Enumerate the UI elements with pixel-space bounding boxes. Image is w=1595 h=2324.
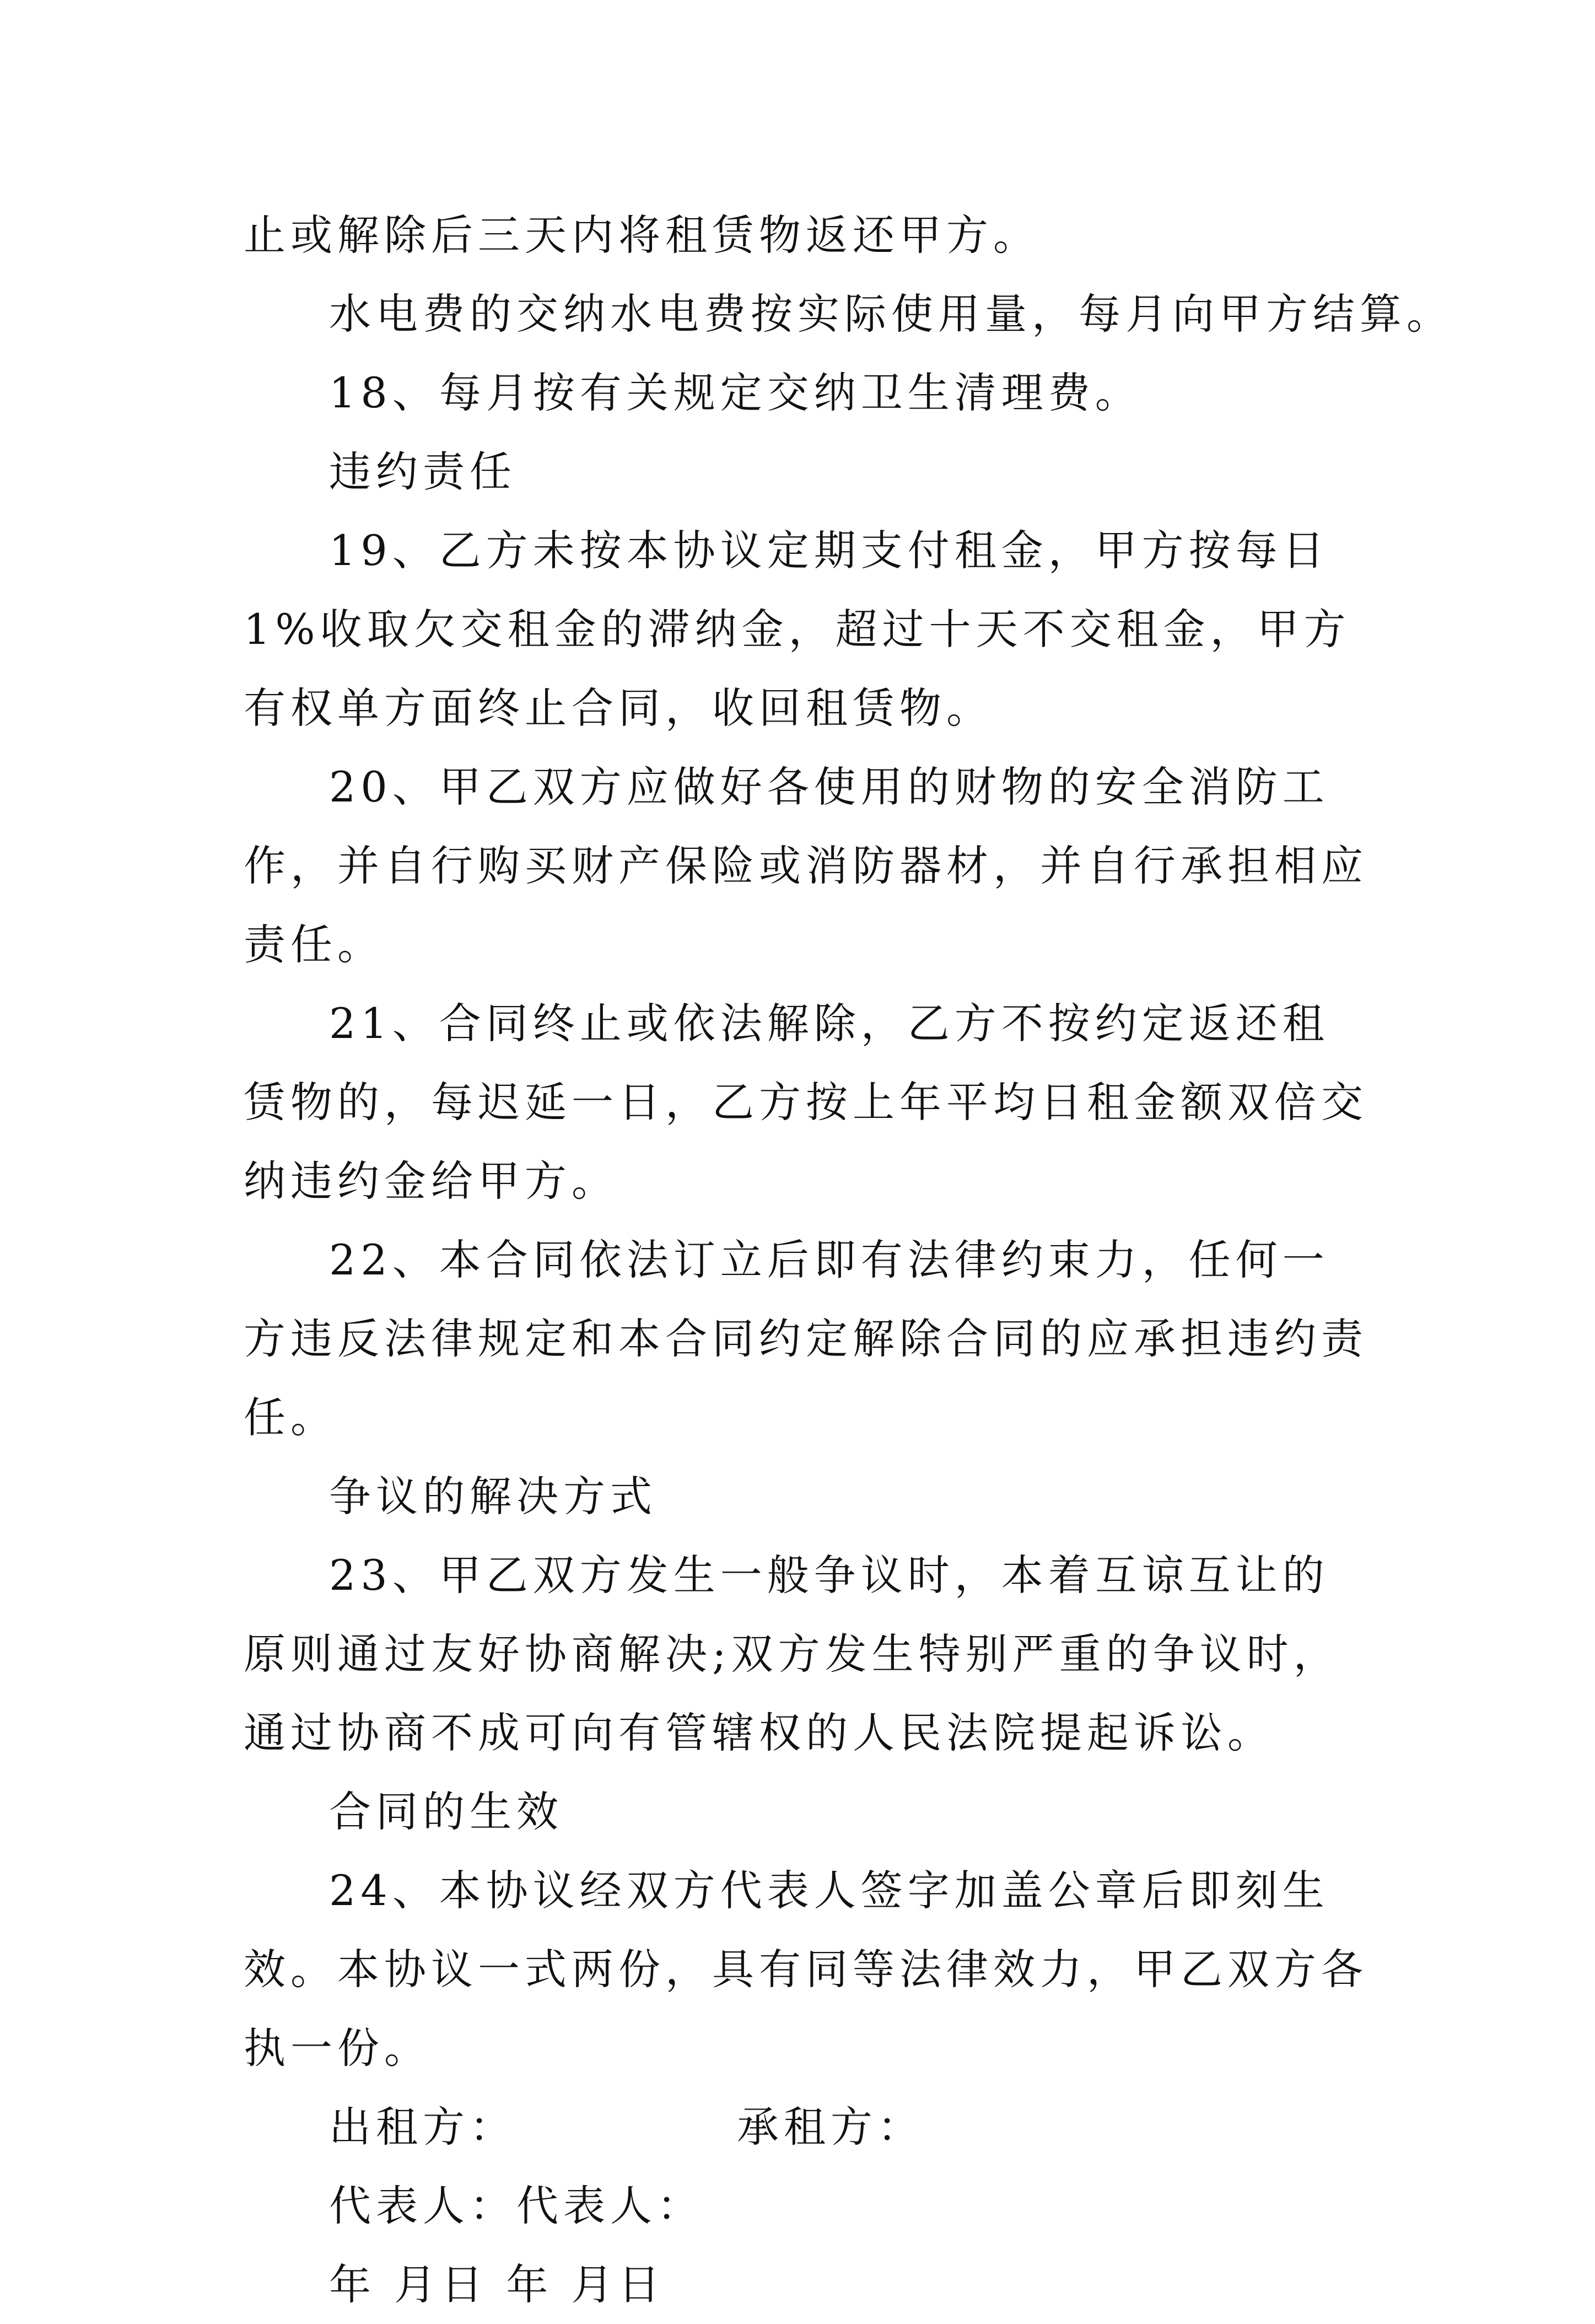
paragraph-clause-20: 20、甲乙双方应做好各使用的财物的安全消防工作，并自行购买财产保险或消防器材，并自行承担相应责任。 (244, 762, 1368, 969)
paragraph-utilities: 水电费的交纳水电费按实际使用量，每月向甲方结算。 (329, 289, 1453, 338)
section-heading-breach: 违约责任 (329, 447, 516, 496)
paragraph-clause-23: 23、甲乙双方发生一般争议时，本着互谅互让的原则通过友好协商解决;双方发生特别严重的争议时，通过协商不成可向有管辖权的人民法院提起诉讼。 (244, 1551, 1340, 1757)
paragraph-clause-22: 22、本合同依法订立后即有法律约束力，任何一方违反法律规定和本合同约定解除合同的应承担违约责任。 (244, 1235, 1368, 1442)
paragraph-clause-24: 24、本协议经双方代表人签字加盖公章后即刻生效。本协议一式两份，具有同等法律效力，甲乙双方各执一份。 (244, 1866, 1368, 2073)
lessor-label: 出租方： (329, 2102, 516, 2151)
paragraph-return-clause: 止或解除后三天内将租赁物返还甲方。 (244, 211, 1040, 260)
paragraph-clause-21: 21、合同终止或依法解除，乙方不按约定返还租赁物的，每迟延一日，乙方按上年平均日租金额双倍交纳违约金给甲方。 (244, 999, 1368, 1206)
paragraph-clause-19: 19、乙方未按本协议定期支付租金，甲方按每日1%收取欠交租金的滞纳金，超过十天不交租金，甲方有权单方面终止合同，收回租赁物。 (244, 526, 1351, 733)
lessee-label: 承租方： (737, 2102, 924, 2151)
signature-parties-row (244, 2088, 1368, 2166)
representatives-line: 代表人：代表人： (329, 2181, 704, 2230)
document-body (244, 196, 1453, 2324)
section-heading-dispute: 争议的解决方式 (329, 1472, 657, 1521)
date-line: 年 月日 年 月日 (329, 2260, 665, 2309)
section-heading-effect: 合同的生效 (329, 1787, 563, 1836)
paragraph-clause-18: 18、每月按有关规定交纳卫生清理费。 (329, 368, 1142, 417)
